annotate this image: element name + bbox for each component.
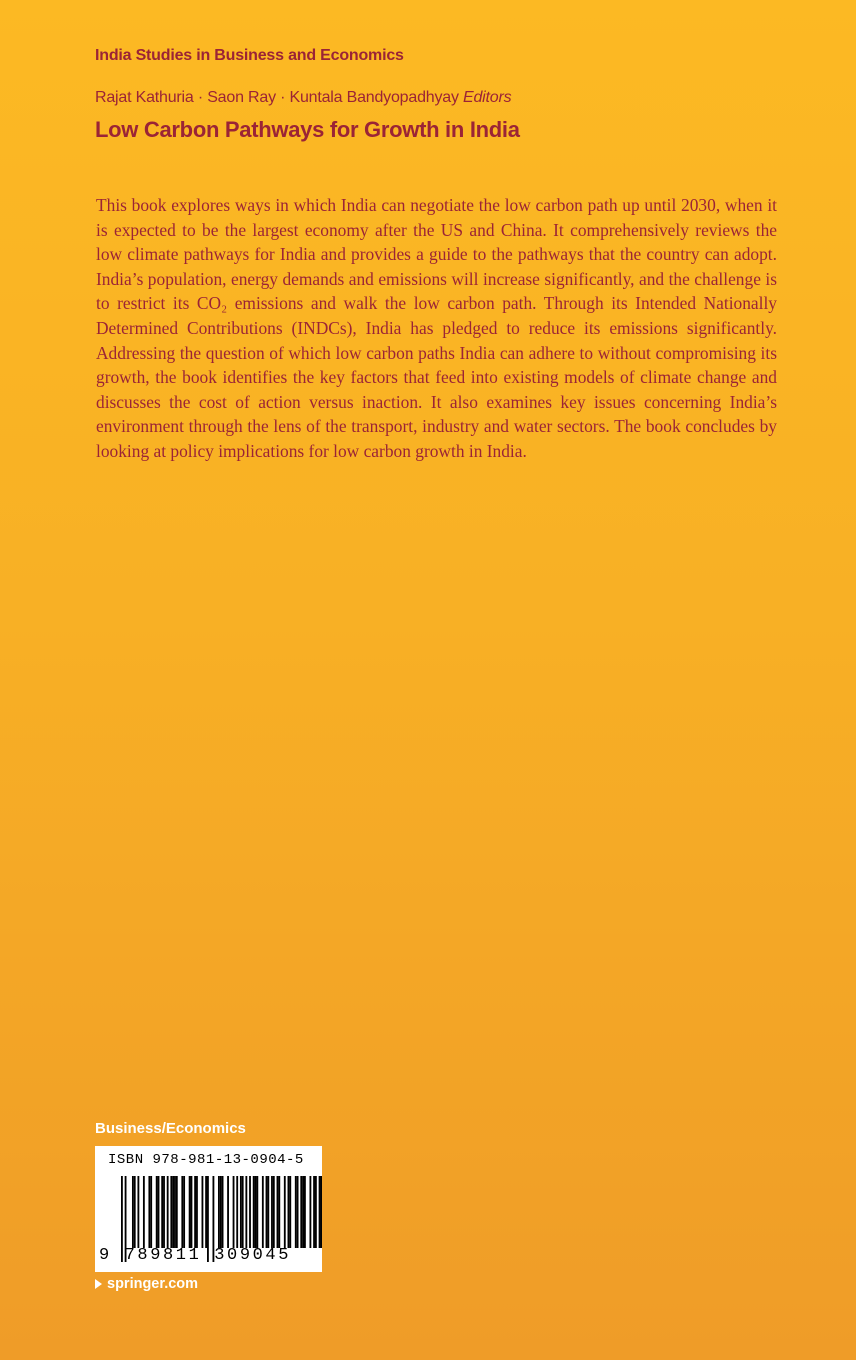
barcode-bar: [167, 1176, 169, 1248]
barcode-bar: [220, 1176, 222, 1248]
editors-names: Rajat Kathuria · Saon Ray · Kuntala Bandyopadhyay: [95, 89, 459, 106]
barcode-bar: [319, 1176, 321, 1248]
barcode-bar: [158, 1176, 160, 1248]
website-link[interactable]: [95, 1276, 198, 1292]
barcode-bar: [163, 1176, 165, 1248]
barcode-bar: [172, 1176, 174, 1248]
barcode-bar: [271, 1176, 273, 1248]
barcode-bar: [196, 1176, 198, 1248]
barcode-bar: [150, 1176, 152, 1248]
barcode-bar: [189, 1176, 191, 1248]
barcode-bar: [205, 1176, 207, 1248]
barcode-bar: [227, 1176, 229, 1248]
barcode-bar: [194, 1176, 196, 1248]
barcode-bar: [174, 1176, 176, 1248]
barcode-digits: 9 789811 309045: [99, 1246, 292, 1265]
barcode-bar: [315, 1176, 317, 1248]
barcode-bar: [134, 1176, 136, 1248]
barcode-bar: [297, 1176, 299, 1248]
barcode-bar: [277, 1176, 279, 1248]
barcode-bar: [256, 1176, 258, 1248]
barcode-bar: [170, 1176, 172, 1248]
barcode-bar: [288, 1176, 290, 1248]
barcode-bar: [313, 1176, 315, 1248]
barcode-bar: [267, 1176, 269, 1248]
series-title: India Studies in Business and Economics: [95, 47, 404, 64]
barcode-bar: [289, 1176, 291, 1248]
barcode-bar: [284, 1176, 286, 1248]
editors-line: [95, 89, 511, 107]
barcode-bar: [240, 1176, 242, 1248]
barcode-bar: [266, 1176, 268, 1248]
barcode-bar: [183, 1176, 185, 1248]
barcode-bar: [262, 1176, 264, 1248]
barcode-bar: [222, 1176, 224, 1248]
barcode-bar: [202, 1176, 204, 1248]
barcode-bar: [143, 1176, 145, 1248]
barcode-bar: [300, 1176, 302, 1248]
barcode-bar: [255, 1176, 257, 1248]
isbn-label: ISBN 978-981-13-0904-5: [108, 1152, 304, 1168]
barcode-bar: [233, 1176, 235, 1248]
barcode-bar: [278, 1176, 280, 1248]
barcode-bar: [132, 1176, 134, 1248]
barcode-bar: [273, 1176, 275, 1248]
barcode-bar: [249, 1176, 251, 1248]
barcode-bar: [148, 1176, 150, 1248]
book-title: Low Carbon Pathways for Growth in India: [95, 117, 520, 142]
barcode-bar: [156, 1176, 158, 1248]
barcode-bar: [137, 1176, 139, 1248]
barcode-bar: [302, 1176, 304, 1248]
barcode-bar: [176, 1176, 178, 1248]
barcode-bar: [309, 1176, 311, 1248]
barcode-bar: [236, 1176, 238, 1248]
barcode-bar: [242, 1176, 244, 1248]
barcode-bar: [245, 1176, 247, 1248]
barcode-bar: [253, 1176, 255, 1248]
barcode-bar: [320, 1176, 322, 1248]
triangle-right-icon: [95, 1279, 102, 1289]
book-description: This book explores ways in which India can negotiate the low carbon path up until 2030, when it is expected to be the largest economy after the US and China. It comprehensively reviews the low climate pathways for India and provides a guide to the pathways that the country can adopt. India’s population, energy demands and emissions will increase significantly, and the challenge is to restrict its CO₂ emissions and walk the low carbon path. Through its Intended Nationally Determined Contributions (INDCs), India has pledged to reduce its emissions significantly. Addressing the question of which low carbon paths India can adhere to without compromising its growth, the book identifies the key factors that feed into existing models of climate change and discusses the cost of action versus inaction. It also examines key issues concerning India’s environment through the lens of the transport, industry and water sectors. The book concludes by looking at policy implications for low carbon growth in India.: [96, 195, 777, 461]
subject-category: Business/Economics: [95, 1120, 246, 1137]
barcode-bar: [218, 1176, 220, 1248]
barcode-bar: [304, 1176, 306, 1248]
barcode-bar: [161, 1176, 163, 1248]
barcode-bar: [191, 1176, 193, 1248]
barcode-bar: [181, 1176, 183, 1248]
barcode-bar: [295, 1176, 297, 1248]
isbn-barcode: [95, 1146, 322, 1272]
editors-role: Editors: [463, 89, 512, 106]
website-label[interactable]: springer.com: [107, 1276, 199, 1292]
